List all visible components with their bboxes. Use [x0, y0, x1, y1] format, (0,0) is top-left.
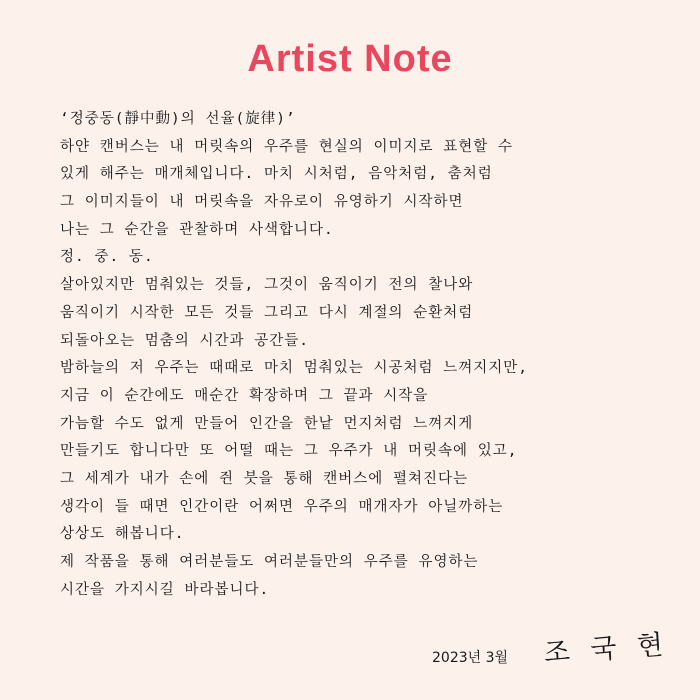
note-line: 지금 이 순간에도 매순간 확장하며 그 끝과 시작을: [60, 387, 429, 404]
note-line: 움직이기 시작한 모든 것들 그리고 다시 계절의 순환처럼: [60, 304, 474, 321]
note-date: 2023년 3월: [432, 650, 509, 666]
note-line: 나는 그 순간을 관찰하며 사색합니다.: [60, 221, 334, 238]
note-line: 살아있지만 멈춰있는 것들, 그것이 움직이기 전의 찰나와: [60, 277, 474, 294]
note-line: 상상도 해봅니다.: [60, 526, 185, 543]
note-line: 하얀 캔버스는 내 머릿속의 우주를 현실의 이미지로 표현할 수: [60, 138, 514, 155]
note-line: 만들기도 합니다만 또 어떨 때는 그 우주가 내 머릿속에 있고,: [60, 443, 518, 460]
note-line: 가늠할 수도 없게 만들어 인간을 한낱 먼지처럼 느껴지게: [60, 415, 474, 432]
note-line: 생각이 들 때면 인간이란 어쩌면 우주의 매개자가 아닐까하는: [60, 498, 504, 515]
note-line: 밤하늘의 저 우주는 때때로 마치 멈춰있는 시공처럼 느껴지지만,: [60, 360, 529, 377]
artist-signature: 조 국 현: [542, 629, 671, 669]
note-line: 되돌아오는 멈춤의 시간과 공간들.: [60, 332, 310, 349]
page-title: Artist Note: [247, 38, 453, 80]
note-line: 시간을 가지시길 바라봅니다.: [60, 581, 270, 598]
note-line: 있게 해주는 매개체입니다. 마치 시처럼, 음악처럼, 춤처럼: [60, 166, 493, 183]
note-line: 정. 중. 동.: [60, 249, 154, 266]
note-line: 그 세계가 내가 손에 쥔 붓을 통해 캔버스에 펼쳐진다는: [60, 470, 468, 487]
note-line: 제 작품을 통해 여러분들도 여러분들만의 우주를 유영하는: [60, 554, 479, 570]
note-heading: ‘정중동(靜中動)의 선율(旋律)’: [60, 111, 296, 127]
note-body: [60, 106, 660, 604]
note-line: 그 이미지들이 내 머릿속을 자유로이 유영하기 시작하면: [60, 194, 464, 211]
